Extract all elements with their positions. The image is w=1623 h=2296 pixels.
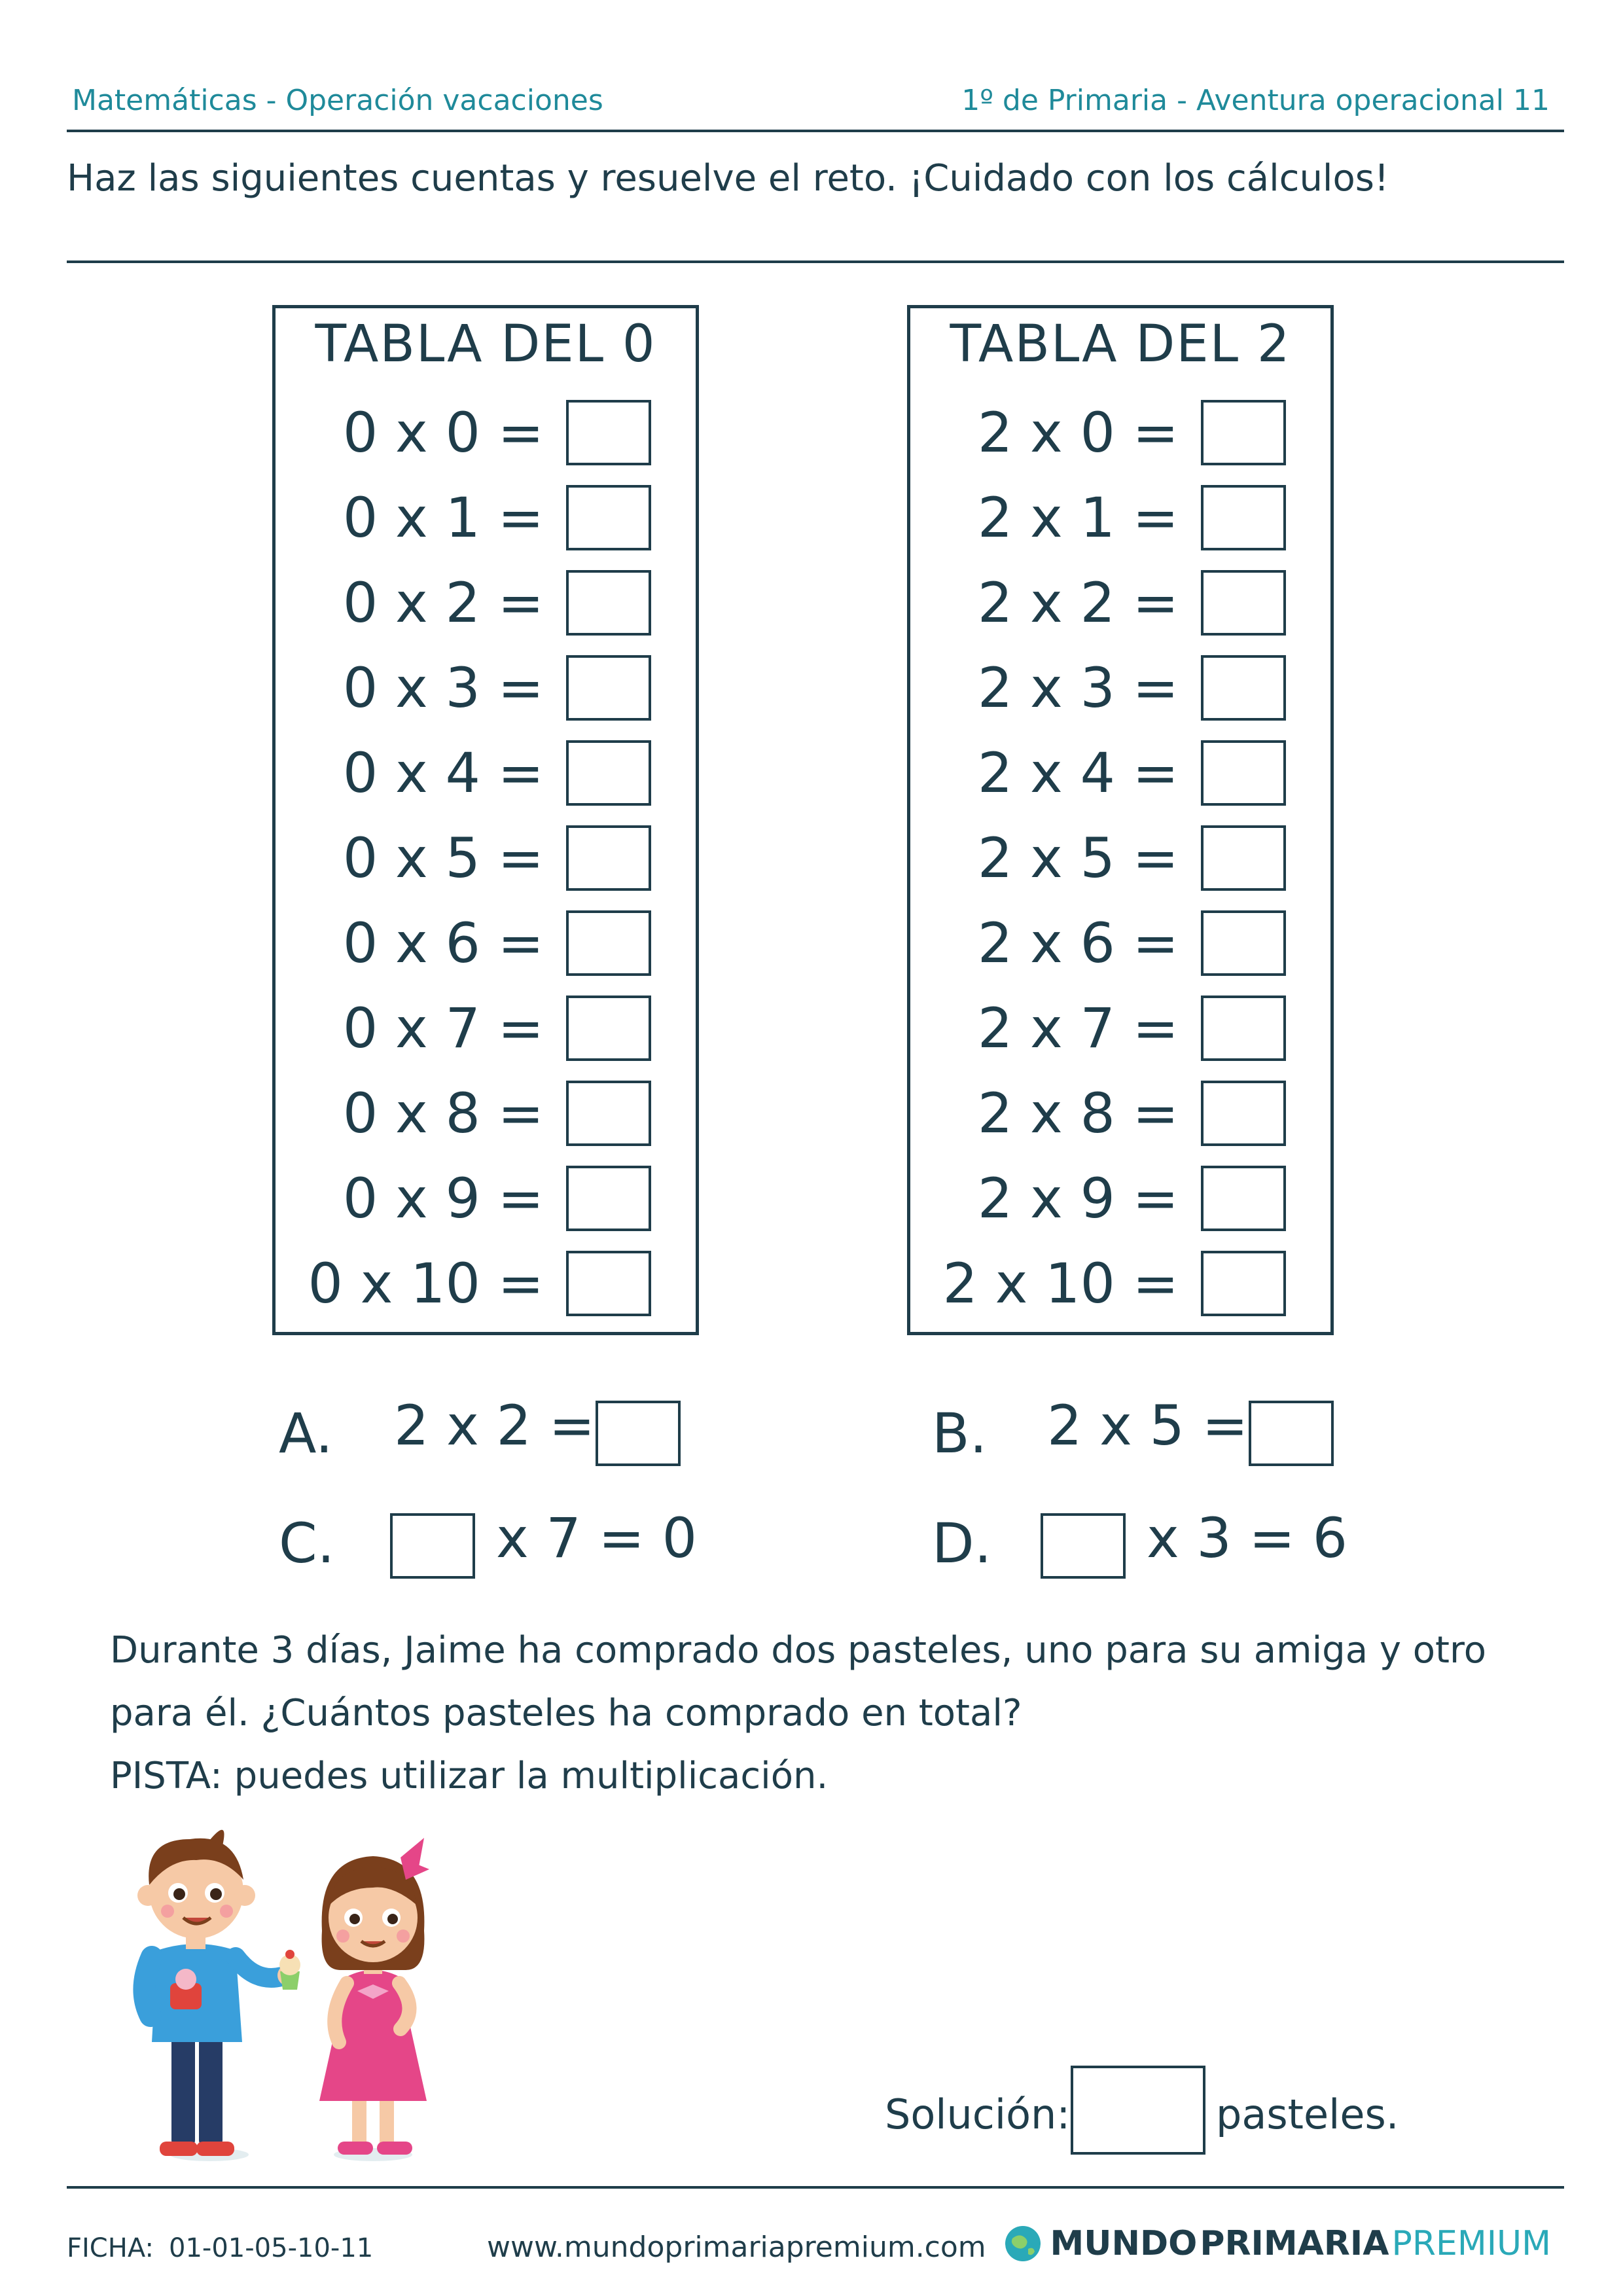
exercise-a-expression: 2 x 2 = <box>394 1393 596 1458</box>
exercise-c-expression: x 7 = 0 <box>496 1506 698 1570</box>
multiplication-expression: 0 x 0 = <box>342 401 544 465</box>
answer-box[interactable] <box>566 910 651 976</box>
answer-box[interactable] <box>566 1081 651 1146</box>
brand-logo <box>1003 2224 1551 2263</box>
brand-premium: PREMIUM <box>1391 2224 1551 2263</box>
children-illustration <box>131 1820 484 2166</box>
multiplication-expression: 0 x 8 = <box>342 1081 544 1145</box>
multiplication-expression: 2 x 8 = <box>977 1081 1179 1145</box>
table-row <box>910 1251 1330 1316</box>
table-row <box>910 485 1330 550</box>
multiplication-expression: 0 x 7 = <box>342 996 544 1060</box>
multiplication-expression: 2 x 7 = <box>977 996 1179 1060</box>
solution-answer-box[interactable] <box>1071 2066 1205 2155</box>
footer-divider <box>67 2186 1564 2189</box>
answer-box[interactable] <box>1201 996 1286 1061</box>
instruction-divider <box>67 260 1564 263</box>
brand-mundo: MUNDO <box>1050 2224 1198 2263</box>
answer-box[interactable] <box>1201 740 1286 806</box>
answer-box[interactable] <box>1201 485 1286 550</box>
table-row <box>276 996 696 1061</box>
answer-box[interactable] <box>566 570 651 636</box>
answer-box[interactable] <box>566 996 651 1061</box>
multiplication-expression: 2 x 0 = <box>977 401 1179 465</box>
exercise-a-answer-box[interactable] <box>596 1401 681 1466</box>
table-row <box>276 485 696 550</box>
answer-box[interactable] <box>1201 1081 1286 1146</box>
multiplication-expression: 2 x 3 = <box>977 656 1179 720</box>
answer-box[interactable] <box>566 825 651 891</box>
multiplication-expression: 0 x 4 = <box>342 741 544 805</box>
answer-box[interactable] <box>1201 910 1286 976</box>
table-of-2 <box>907 305 1334 1335</box>
answer-box[interactable] <box>1201 1166 1286 1231</box>
exercise-b-answer-box[interactable] <box>1249 1401 1334 1466</box>
multiplication-expression: 0 x 10 = <box>308 1251 544 1316</box>
multiplication-expression: 2 x 6 = <box>977 911 1179 975</box>
answer-box[interactable] <box>566 400 651 465</box>
table-row <box>276 400 696 465</box>
multiplication-expression: 2 x 4 = <box>977 741 1179 805</box>
brand-primaria: PRIMARIA <box>1200 2224 1389 2263</box>
table-row <box>276 1081 696 1146</box>
table-row <box>910 825 1330 891</box>
answer-box[interactable] <box>1201 400 1286 465</box>
table-row <box>910 1166 1330 1231</box>
exercise-d-answer-box[interactable] <box>1041 1513 1126 1579</box>
website-link[interactable]: www.mundoprimariapremium.com <box>487 2231 986 2264</box>
table-row <box>276 740 696 806</box>
multiplication-expression: 2 x 1 = <box>977 486 1179 550</box>
answer-box[interactable] <box>566 1251 651 1316</box>
table-row <box>910 996 1330 1061</box>
multiplication-expression: 0 x 9 = <box>342 1166 544 1230</box>
exercise-a-letter: A. <box>279 1401 333 1465</box>
answer-box[interactable] <box>1201 655 1286 721</box>
table-row <box>910 400 1330 465</box>
exercise-d-letter: D. <box>932 1511 992 1575</box>
answer-box[interactable] <box>566 1166 651 1231</box>
globe-icon <box>1003 2224 1043 2263</box>
multiplication-expression: 2 x 9 = <box>977 1166 1179 1230</box>
answer-box[interactable] <box>566 740 651 806</box>
ficha-code: 01-01-05-10-11 <box>169 2233 374 2263</box>
answer-box[interactable] <box>566 485 651 550</box>
multiplication-expression: 0 x 2 = <box>342 571 544 635</box>
instruction-text: Haz las siguientes cuentas y resuelve el reto. ¡Cuidado con los cálculos! <box>67 157 1389 200</box>
header-subject: Matemáticas - Operación vacaciones <box>72 84 603 117</box>
table-row <box>276 910 696 976</box>
answer-box[interactable] <box>1201 1251 1286 1316</box>
table-row <box>276 655 696 721</box>
answer-box[interactable] <box>1201 825 1286 891</box>
table-row <box>910 910 1330 976</box>
table-row <box>276 570 696 636</box>
table-row <box>910 740 1330 806</box>
problem-line-1: Durante 3 días, Jaime ha comprado dos pasteles, uno para su amiga y otro <box>110 1629 1487 1672</box>
answer-box[interactable] <box>566 655 651 721</box>
multiplication-expression: 0 x 1 = <box>342 486 544 550</box>
table-row <box>276 1166 696 1231</box>
exercise-b-expression: 2 x 5 = <box>1047 1393 1249 1458</box>
table-row <box>910 655 1330 721</box>
multiplication-expression: 2 x 10 = <box>942 1251 1179 1316</box>
table-title: TABLA DEL 2 <box>950 315 1291 374</box>
table-row <box>276 1251 696 1316</box>
multiplication-expression: 0 x 6 = <box>342 911 544 975</box>
table-row <box>910 570 1330 636</box>
boy-figure <box>137 1830 300 2161</box>
problem-line-2: para él. ¿Cuántos pasteles ha comprado en total? <box>110 1692 1022 1734</box>
header-course: 1º de Primaria - Aventura operacional 11 <box>961 84 1550 117</box>
table-row <box>276 825 696 891</box>
table-of-0 <box>272 305 699 1335</box>
exercise-c-letter: C. <box>279 1511 335 1575</box>
solution-label: Solución: <box>885 2090 1071 2138</box>
exercise-c-answer-box[interactable] <box>390 1513 475 1579</box>
multiplication-expression: 2 x 2 = <box>977 571 1179 635</box>
table-row <box>910 1081 1330 1146</box>
multiplication-expression: 0 x 5 = <box>342 826 544 890</box>
ficha-label: FICHA: <box>67 2233 154 2263</box>
table-title: TABLA DEL 0 <box>315 315 656 374</box>
solution-unit: pasteles. <box>1216 2090 1399 2138</box>
exercise-d-expression: x 3 = 6 <box>1147 1506 1348 1570</box>
problem-line-3: PISTA: puedes utilizar la multiplicación. <box>110 1755 829 1797</box>
answer-box[interactable] <box>1201 570 1286 636</box>
exercise-b-letter: B. <box>932 1401 988 1465</box>
multiplication-expression: 2 x 5 = <box>977 826 1179 890</box>
header-divider <box>67 130 1564 132</box>
girl-figure <box>319 1838 429 2161</box>
multiplication-expression: 0 x 3 = <box>342 656 544 720</box>
